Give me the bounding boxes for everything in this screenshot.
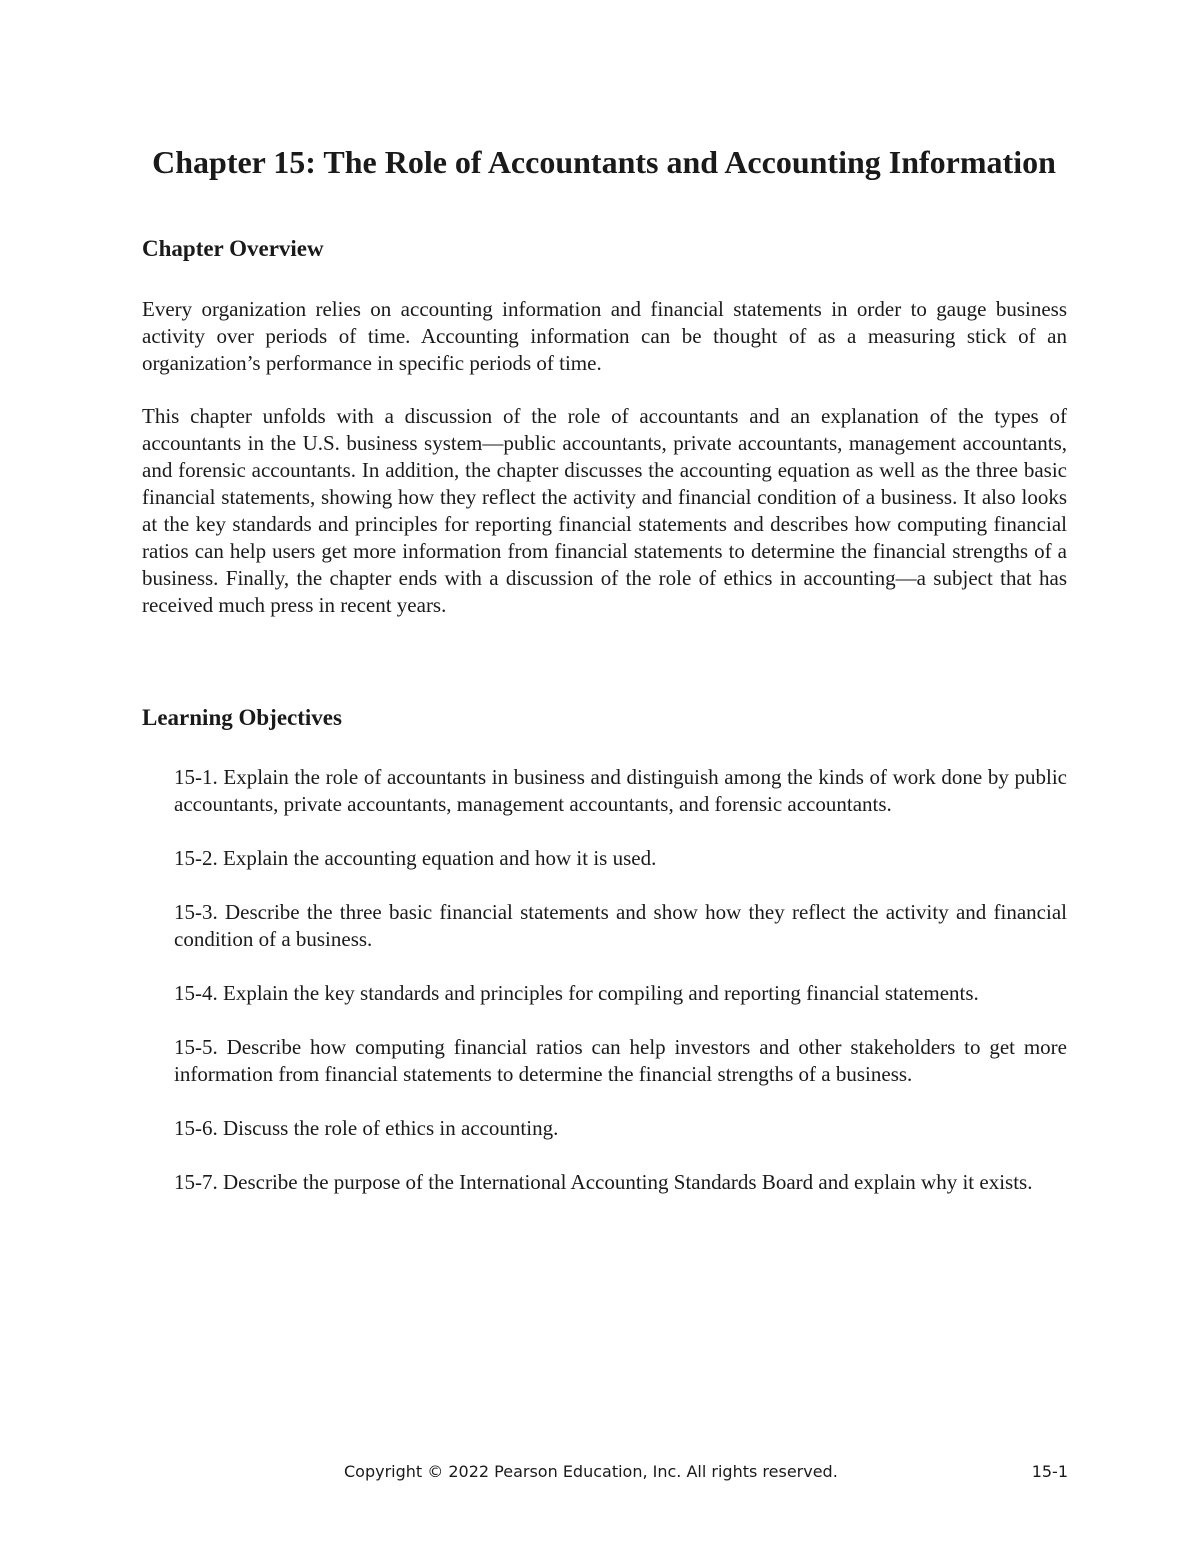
objective-15-7: 15-7. Describe the purpose of the International Accounting Standards Board and explain why it exists. — [174, 1170, 1033, 1194]
objective-15-6: 15-6. Discuss the role of ethics in accounting. — [174, 1116, 559, 1140]
chapter-overview-heading: Chapter Overview — [142, 236, 324, 261]
learning-objectives-list — [174, 764, 1067, 1223]
objective-15-5: 15-5. Describe how computing financial ratios can help investors and other stakeholders to get more information from financial statements to determine the financial strengths of a business. — [174, 1035, 1067, 1086]
page-number: 15-1 — [1031, 1462, 1068, 1481]
overview-paragraph-1: Every organization relies on accounting information and financial statements in order to gauge business activity over periods of time. Accounting information can be thought of as a measuring stick of an organization’s performance in specific periods of time. — [142, 297, 1067, 375]
objective-15-2: 15-2. Explain the accounting equation and how it is used. — [174, 846, 657, 870]
objective-15-4: 15-4. Explain the key standards and principles for compiling and reporting financial statements. — [174, 981, 979, 1005]
page-title: Chapter 15: The Role of Accountants and Accounting Information — [152, 144, 1056, 180]
page-footer — [140, 1460, 1068, 1484]
objective-15-3: 15-3. Describe the three basic financial statements and show how they reflect the activity and financial condition of a business. — [174, 900, 1067, 951]
overview-paragraph-2: This chapter unfolds with a discussion of the role of accountants and an explanation of the types of accountants in the U.S. business system—public accountants, private accountants, management accountants, and forensic accountants. In addition, the chapter discusses the accounting equation as well as the three basic financial statements, showing how they reflect the activity and financial condition of a business. It also looks at the key standards and principles for reporting financial statements and describes how computing financial ratios can help users get more information from financial statements to determine the financial strengths of a business. Finally, the chapter ends with a discussion of the role of ethics in accounting—a subject that has received much press in recent years. — [142, 404, 1067, 617]
copyright-notice: Copyright © 2022 Pearson Education, Inc. All rights reserved. — [344, 1462, 838, 1481]
objective-15-1: 15-1. Explain the role of accountants in business and distinguish among the kinds of work done by public accountants, private accountants, management accountants, and forensic accountants. — [174, 765, 1067, 816]
learning-objectives-heading: Learning Objectives — [142, 705, 342, 730]
